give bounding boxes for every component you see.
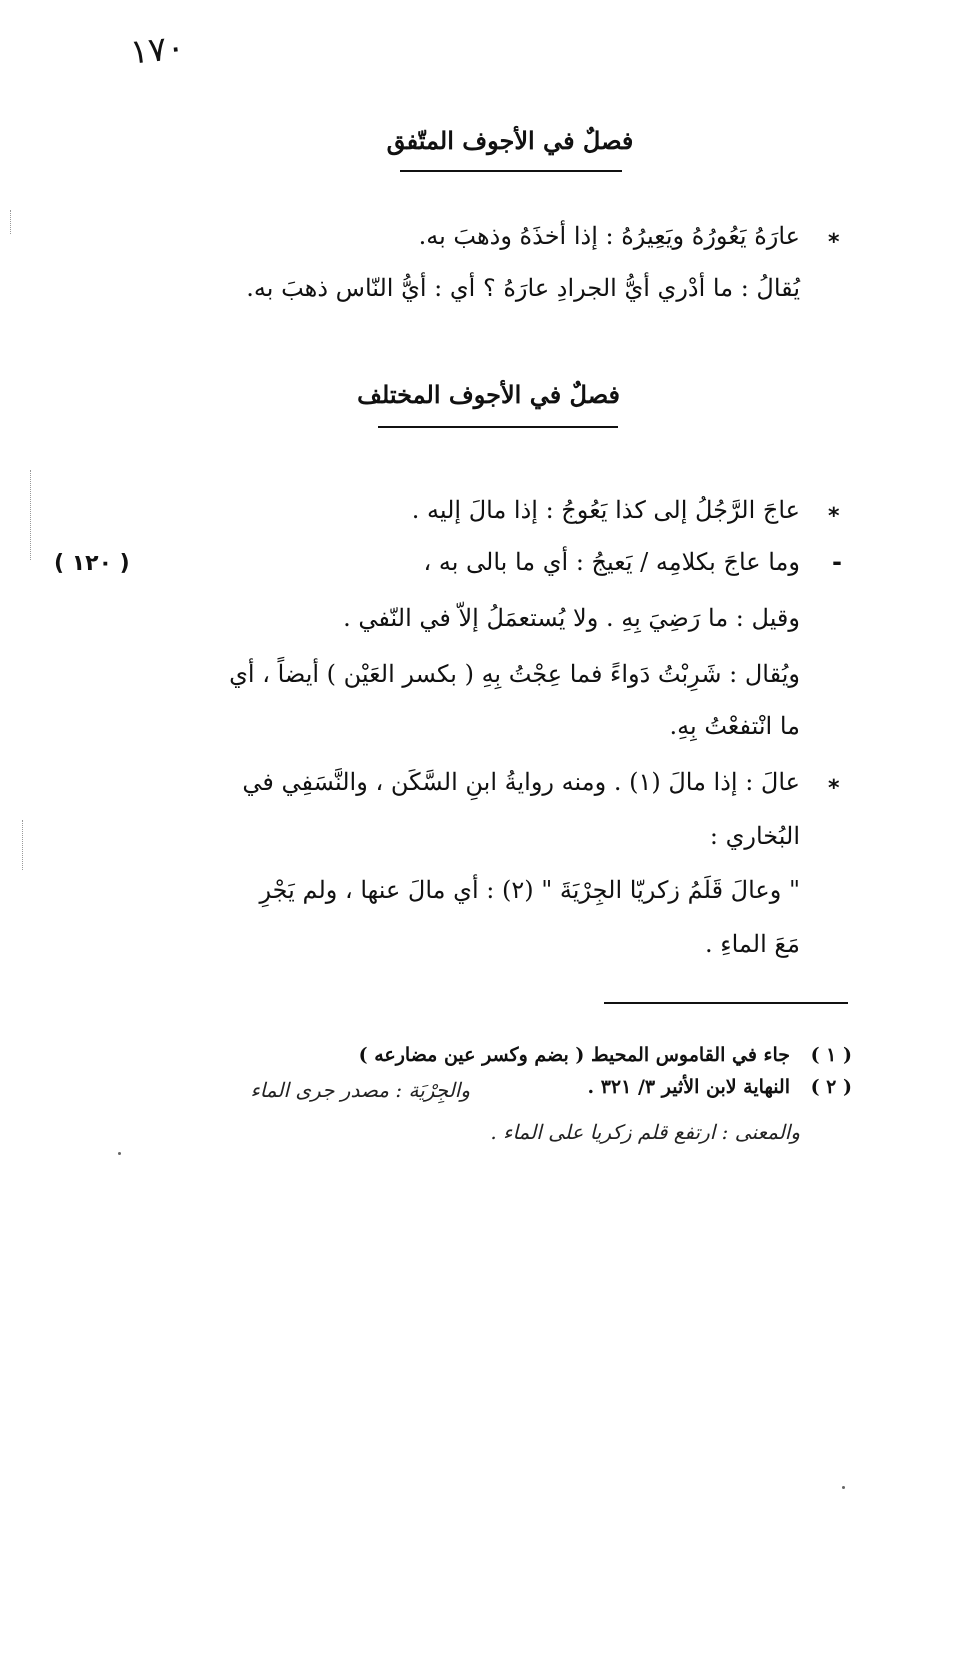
entry-line: عارَهُ يَعُورُهُ ويَعِيرُهُ : إذا أخذَهُ وذهبَ به. bbox=[418, 222, 800, 250]
entry-marker-star: * bbox=[828, 504, 840, 529]
handwritten-note: والمعنى : ارتفع قلم زكريا على الماء . bbox=[490, 1120, 800, 1144]
section-heading-2: فصلٌ في الأجوف المختلف bbox=[357, 380, 620, 409]
footnote-number: ( ٢ ) bbox=[810, 1076, 852, 1098]
footnote-text: النهاية لابن الأثير ٣/ ٣٢١ . bbox=[587, 1076, 790, 1098]
entry-marker-star: * bbox=[828, 230, 840, 255]
entry-line: ويُقال : شَرِبْتُ دَواءً فما عِجْتُ بِهِ ( بكسر العَيْن ) أيضاً ، أي bbox=[229, 660, 800, 688]
entry-line: وما عاجَ بكلامِه / يَعيجُ : أي ما بالى به ، bbox=[423, 548, 800, 576]
entry-line: وقيل : ما رَضِيَ بِهِ . ولا يُستعمَلُ إلاّ في النّفي . bbox=[343, 604, 800, 632]
entry-line: يُقالُ : ما أدْري أيُّ الجرادِ عارَهُ ؟ أي : أيُّ النّاس ذهبَ به. bbox=[246, 274, 800, 302]
scan-artifact bbox=[118, 1152, 121, 1155]
footnote-separator bbox=[604, 1002, 848, 1004]
footnote-number: ( ١ ) bbox=[810, 1044, 852, 1066]
scan-artifact bbox=[842, 1486, 845, 1489]
scan-artifact bbox=[10, 210, 11, 234]
entry-line: ما انْتفعْتُ بِهِ. bbox=[669, 712, 800, 740]
heading-underline-2 bbox=[378, 426, 618, 428]
section-heading-1: فصلٌ في الأجوف المتّفق bbox=[386, 126, 634, 155]
handwritten-note: والجِرْيَة : مصدر جرى الماء bbox=[250, 1078, 470, 1102]
page-number: ١٧٠ bbox=[128, 27, 187, 73]
entry-line: عالَ : إذا مالَ (١) . ومنه روايةُ ابنِ السَّكَن ، والنَّسَفِي في bbox=[242, 768, 800, 796]
heading-underline-1 bbox=[400, 170, 622, 172]
scan-artifact bbox=[30, 470, 31, 560]
footnote-text: جاء في القاموس المحيط ( بضم وكسر عين مضارعه ) bbox=[358, 1044, 790, 1066]
scan-artifact bbox=[22, 820, 23, 870]
margin-page-ref: ( ١٢٠ ) bbox=[54, 551, 130, 576]
entry-line: عاجَ الرَّجُلُ إلى كذا يَعُوجُ : إذا مالَ إليه . bbox=[411, 496, 800, 524]
entry-marker-star: * bbox=[828, 776, 840, 801]
entry-line: مَعَ الماءِ . bbox=[705, 930, 800, 958]
entry-marker-dash: - bbox=[832, 548, 842, 576]
entry-line: " وعالَ قَلَمُ زكريّا الجِرْيَةَ " (٢) : أي مالَ عنها ، ولم يَجْرِ bbox=[259, 876, 800, 904]
entry-line: البُخاري : bbox=[709, 822, 800, 850]
